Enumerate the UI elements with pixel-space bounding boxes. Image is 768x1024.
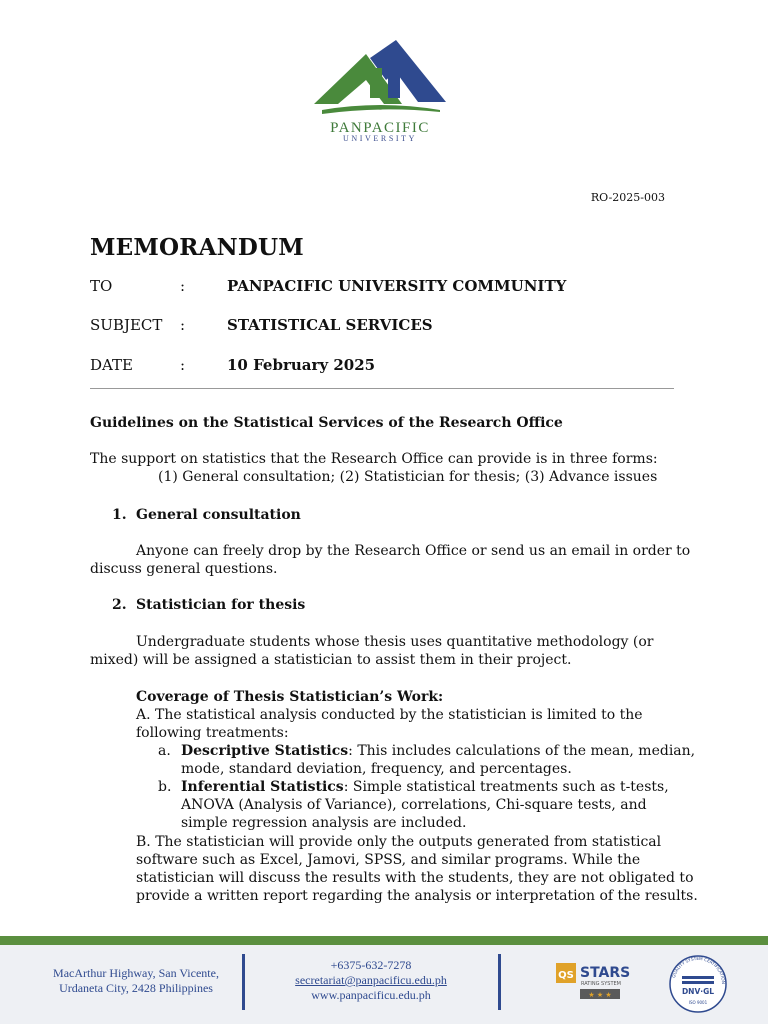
section-2-number: 2.	[112, 597, 127, 613]
section-1-para-line-2: discuss general questions.	[90, 561, 278, 577]
subject-colon: :	[180, 316, 186, 334]
intro-line-2: (1) General consultation; (2) Statistician for thesis; (3) Advance issues	[158, 469, 658, 485]
to-label: TO	[90, 277, 113, 295]
footer-contact	[250, 958, 492, 1003]
qs-stars-logo-icon	[556, 961, 638, 1001]
subject-value: STATISTICAL SERVICES	[227, 316, 433, 334]
item-a-line-1: A. The statistical analysis conducted by the statistician is limited to the	[136, 707, 643, 723]
qs-badge-text: QS	[558, 970, 574, 981]
address-line-2: Urdaneta City, 2428 Philippines	[59, 981, 213, 995]
subitem-a-marker: a.	[158, 743, 171, 759]
website-link[interactable]: www.panpacificu.edu.ph	[311, 988, 431, 1002]
dnv-gl-certification-icon	[668, 954, 728, 1014]
reference-number: RO-2025-003	[590, 191, 665, 204]
rating-system-text: RATING SYSTEM	[581, 981, 621, 987]
memo-title: MEMORANDUM	[90, 234, 304, 261]
inferential-statistics-term: Inferential Statistics	[181, 779, 344, 795]
to-value: PANPACIFIC UNIVERSITY COMMUNITY	[227, 277, 567, 295]
section-2-para-line-1: Undergraduate students whose thesis uses quantitative methodology (or	[136, 634, 654, 650]
date-value: 10 February 2025	[227, 356, 376, 374]
date-label: DATE	[90, 356, 133, 374]
footer-green-band	[0, 936, 768, 945]
descriptive-statistics-text: : This includes calculations of the mean, median,	[348, 743, 696, 759]
university-name: PANPACIFIC	[330, 120, 430, 136]
coverage-heading: Coverage of Thesis Statistician’s Work:	[136, 689, 444, 705]
university-subname: UNIVERSITY	[343, 134, 417, 143]
item-b-line-2: software such as Excel, Jamovi, SPSS, and similar programs. While the	[136, 852, 641, 868]
item-a-line-2: following treatments:	[136, 725, 289, 741]
section-1-number: 1.	[112, 507, 127, 523]
header-divider	[90, 388, 674, 389]
section-1-title: General consultation	[136, 507, 301, 523]
subitem-b-line-2: ANOVA (Analysis of Variance), correlations, Chi-square tests, and	[181, 797, 647, 813]
stars-text: STARS	[580, 965, 631, 981]
subitem-b-marker: b.	[158, 779, 172, 795]
guidelines-heading: Guidelines on the Statistical Services of the Research Office	[90, 415, 563, 431]
inferential-statistics-text: : Simple statistical treatments such as t-tests,	[343, 779, 669, 795]
descriptive-statistics-term: Descriptive Statistics	[181, 743, 349, 759]
certification-ring-text: QUALITY SYSTEM CERTIFICATION	[670, 955, 727, 985]
item-b-line-4: provide a written report regarding the analysis or interpretation of the results.	[136, 888, 698, 904]
section-2-title: Statistician for thesis	[136, 597, 306, 613]
subitem-a-line-2: mode, standard deviation, frequency, and percentages.	[181, 761, 572, 777]
footer-address	[30, 966, 242, 996]
subitem-a-line-1	[181, 742, 695, 760]
footer-divider-1	[242, 954, 245, 1010]
intro-line-1: The support on statistics that the Research Office can provide is in three forms:	[90, 451, 658, 467]
phone-number: +6375-632-7278	[330, 958, 412, 972]
date-colon: :	[180, 356, 186, 374]
section-1-para-line-1: Anyone can freely drop by the Research Office or send us an email in order to	[136, 543, 691, 559]
to-colon: :	[180, 277, 186, 295]
star-rating: ★ ★ ★	[588, 991, 612, 999]
dnv-gl-text: DNV·GL	[681, 987, 715, 996]
subject-label: SUBJECT	[90, 316, 163, 334]
section-2-para-line-2: mixed) will be assigned a statistician to assist them in their project.	[90, 652, 572, 668]
subitem-b-line-1	[181, 778, 669, 796]
item-b-line-3: statistician will discuss the results with the students, they are not obligated to	[136, 870, 694, 886]
footer-divider-2	[498, 954, 501, 1010]
address-line-1: MacArthur Highway, San Vicente,	[53, 966, 219, 980]
subitem-b-line-3: simple regression analysis are included.	[181, 815, 467, 831]
email-link[interactable]: secretariat@panpacificu.edu.ph	[295, 973, 447, 987]
item-b-line-1: B. The statistician will provide only the outputs generated from statistical	[136, 834, 662, 850]
iso-text: ISO 9001	[688, 1000, 708, 1005]
